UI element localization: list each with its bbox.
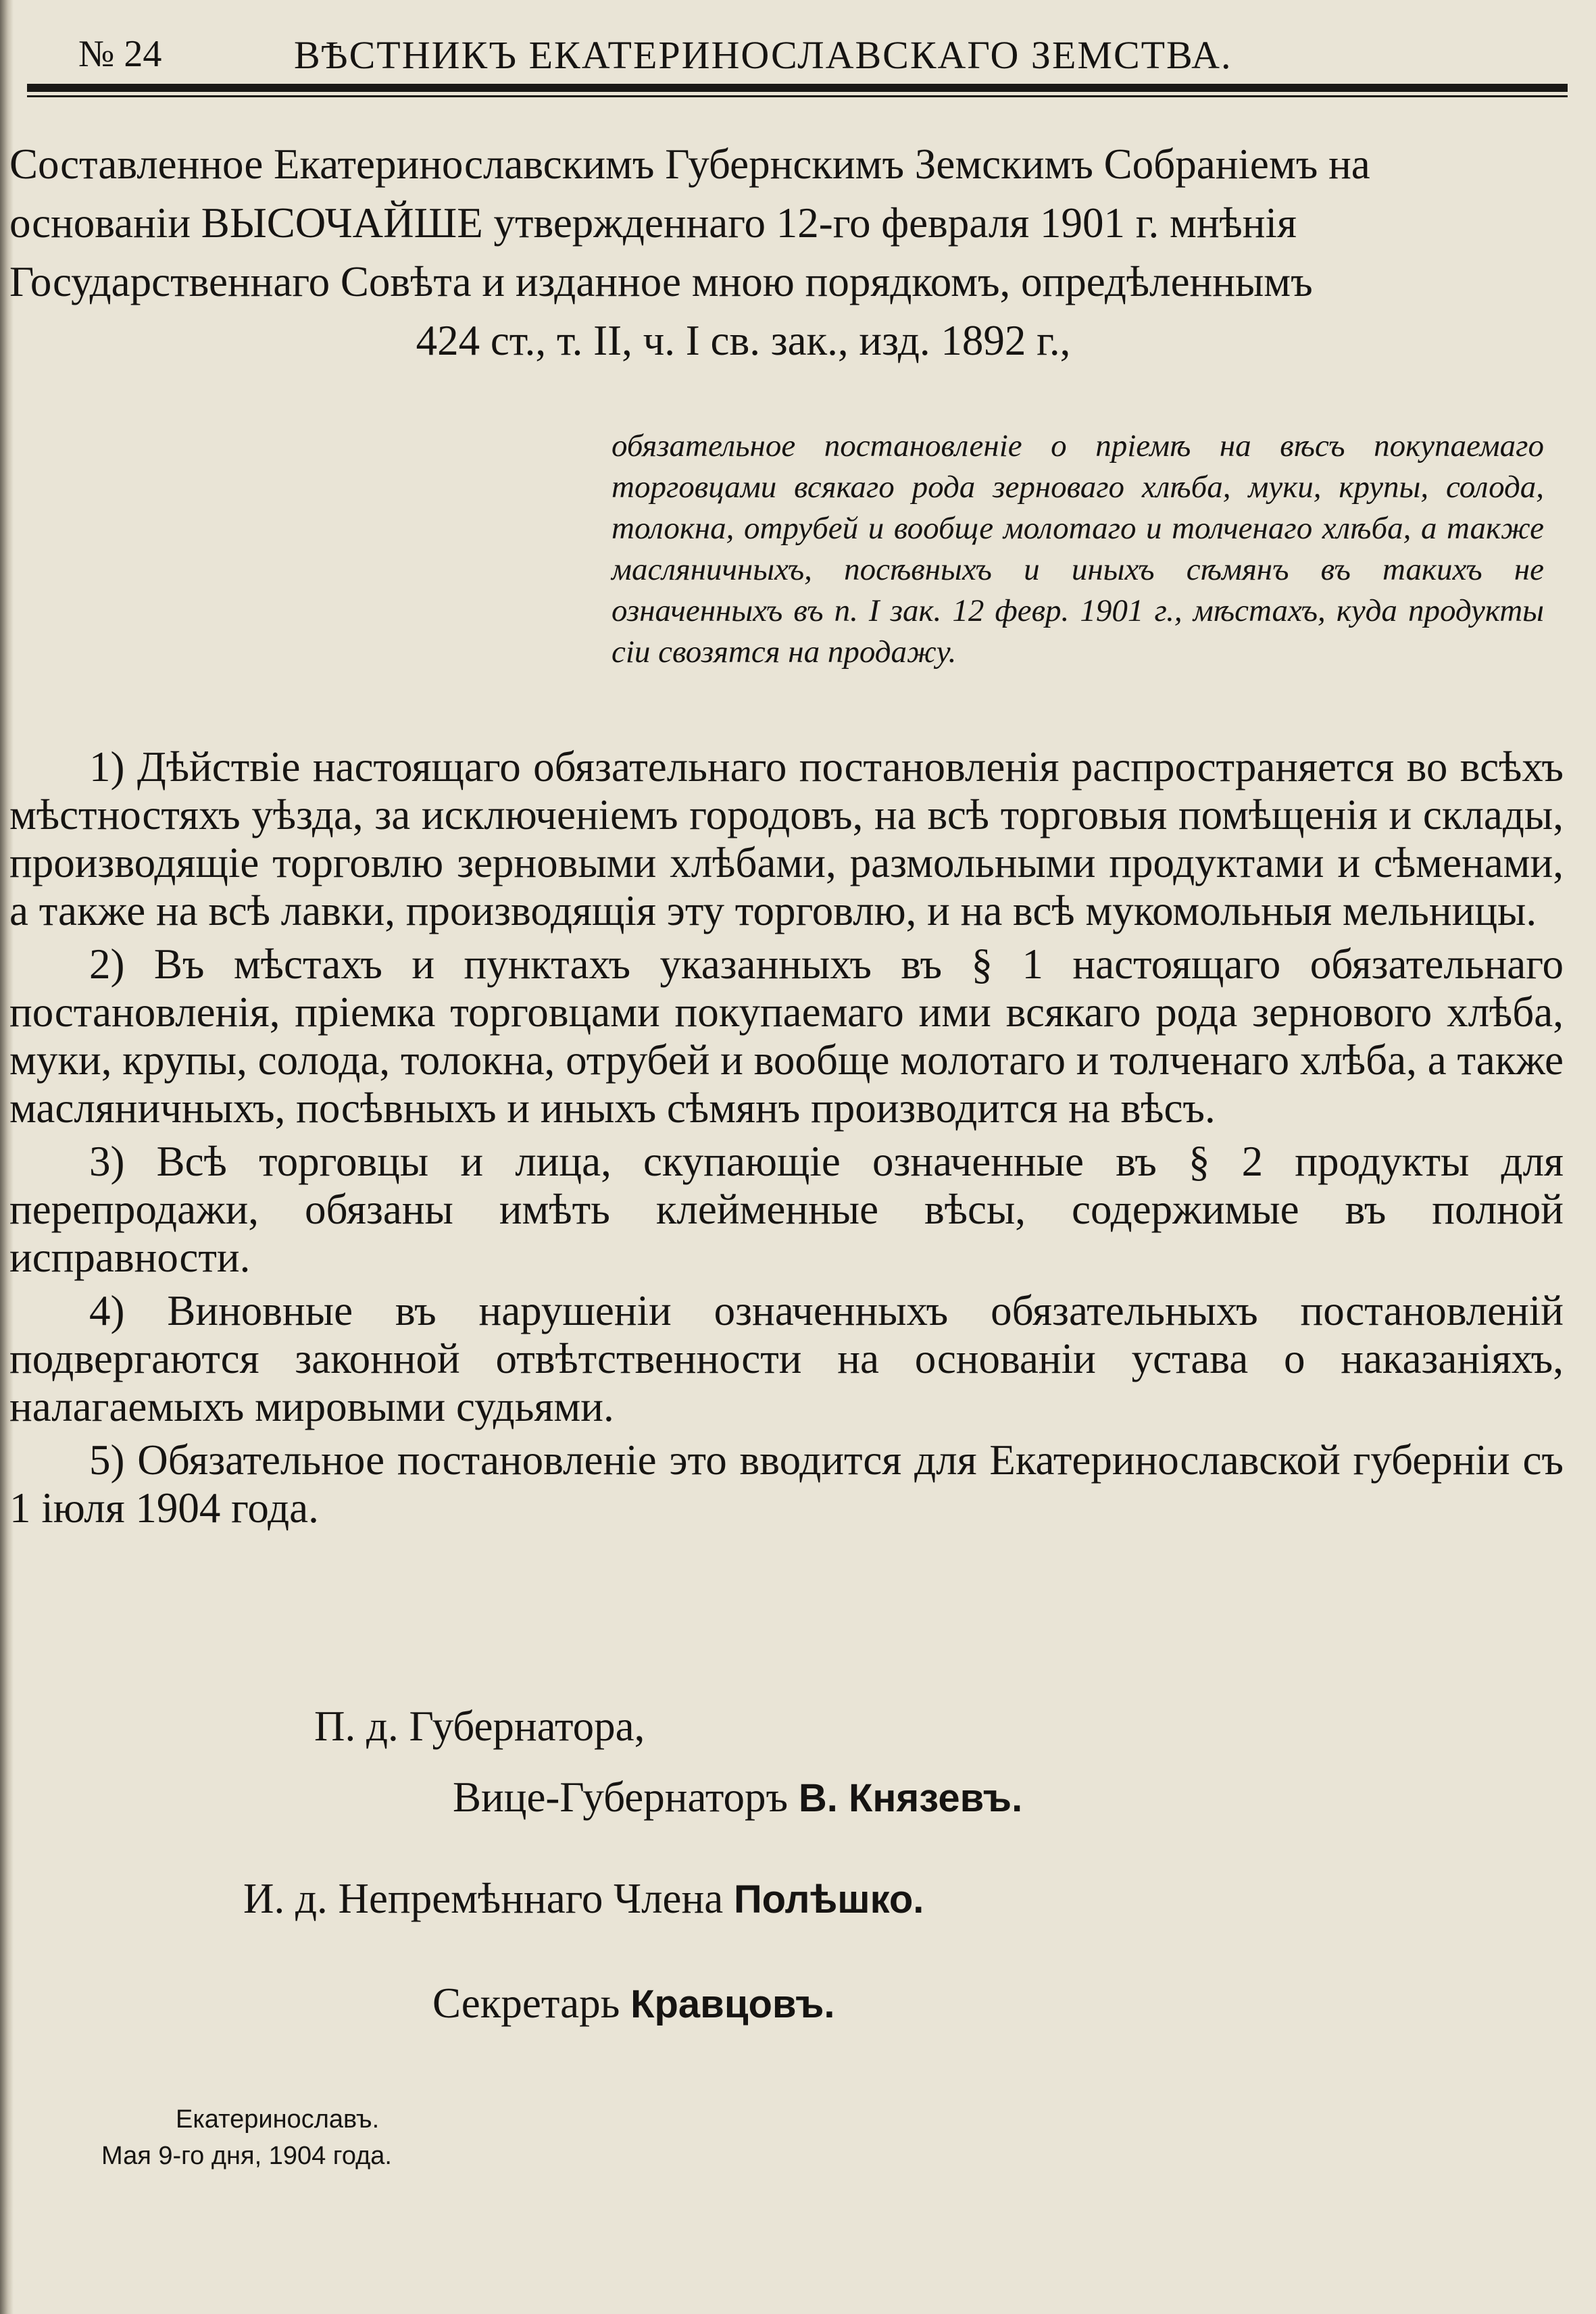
intro-line: основаніи ВЫСОЧАЙШЕ утвержденнаго 12-го февраля 1901 г. мнѣнія bbox=[9, 199, 1297, 247]
issue-number: № 24 bbox=[78, 33, 162, 75]
page-header bbox=[68, 27, 1568, 81]
header-rule-thin bbox=[27, 95, 1568, 97]
vice-governor-name: В. Князевъ. bbox=[798, 1776, 1023, 1820]
member-title: И. д. Непремѣннаго Члена bbox=[243, 1875, 724, 1922]
intro-preamble bbox=[9, 135, 1558, 370]
governor-title: П. д. Губернатора, bbox=[314, 1703, 645, 1750]
resolution-subject: обязательное постановленіе о пріемѣ на вѣсъ покупаемаго торговцами всякаго рода зерноваго хлѣба, муки, крупы, солода, толокна, отрубей и вообще молотаго и толченаго хлѣба, а также масляничныхъ, посѣвныхъ и иныхъ сѣмянъ въ такихъ не означенныхъ въ п. I зак. 12 февр. 1901 г., мѣстахъ, куда продукты сіи свозятся на продажу. bbox=[612, 428, 1544, 670]
vice-governor-title: Вице-Губернаторъ bbox=[453, 1774, 789, 1821]
member-name: Полѣшко. bbox=[733, 1878, 924, 1921]
secretary-title: Секретарь bbox=[432, 1980, 620, 2027]
issuance-date: Мая 9-го дня, 1904 года. bbox=[101, 2142, 392, 2170]
resolution-body bbox=[9, 743, 1564, 1538]
intro-line: Составленное Екатеринославскимъ Губернскимъ Земскимъ Собраніемъ на bbox=[9, 141, 1370, 188]
journal-title: ВѢСТНИКЪ ЕКАТЕРИНОСЛАВСКАГО ЗЕМСТВА. bbox=[294, 33, 1232, 77]
intro-line: 424 ст., т. II, ч. I св. зак., изд. 1892 г., bbox=[416, 317, 1071, 364]
secretary-signature bbox=[432, 1980, 835, 2028]
member-signature bbox=[243, 1875, 924, 1923]
paragraph-5: 5) Обязательное постановленіе это вводится для Екатеринославской губерніи съ 1 іюля 1904 года. bbox=[9, 1436, 1564, 1532]
paragraph-4: 4) Виновные въ нарушеніи означенныхъ обязательныхъ постановленій подвергаются законной отвѣтственности на основаніи устава о наказаніяхъ, налагаемыхъ мировыми судьями. bbox=[9, 1287, 1564, 1430]
paragraph-3: 3) Всѣ торговцы и лица, скупающіе означенные въ § 2 продукты для перепродажи, обязаны имѣть клейменные вѣсы, содержимые въ полной исправности. bbox=[9, 1138, 1564, 1281]
secretary-name: Кравцовъ. bbox=[630, 1982, 835, 2026]
header-rule-thick bbox=[27, 84, 1568, 92]
paragraph-1: 1) Дѣйствіе настоящаго обязательнаго постановленія распространяется во всѣхъ мѣстностяхъ уѣзда, за исключеніемъ городовъ, на всѣ торговыя помѣщенія и склады, производящіе торговлю зерновыми хлѣбами, размольными продуктами и сѣменами, а также на всѣ лавки, производящія эту торговлю, и на всѣ мукомольныя мельницы. bbox=[9, 743, 1564, 934]
vice-governor-signature bbox=[453, 1774, 1022, 1822]
issuance-place: Екатеринославъ. bbox=[176, 2105, 380, 2134]
paragraph-2: 2) Въ мѣстахъ и пунктахъ указанныхъ въ § 1 настоящаго обязательнаго постановленія, пріемка торговцами покупаемаго ими всякаго рода зернового хлѣба, муки, крупы, солода, толокна, отрубей и вообще молотаго и толченаго хлѣба, а также масляничныхъ, посѣвныхъ и иныхъ сѣмянъ производится на вѣсъ. bbox=[9, 940, 1564, 1132]
intro-line: Государственнаго Совѣта и изданное мною порядкомъ, опредѣленнымъ bbox=[9, 258, 1313, 305]
issuance-footer bbox=[101, 2101, 392, 2174]
